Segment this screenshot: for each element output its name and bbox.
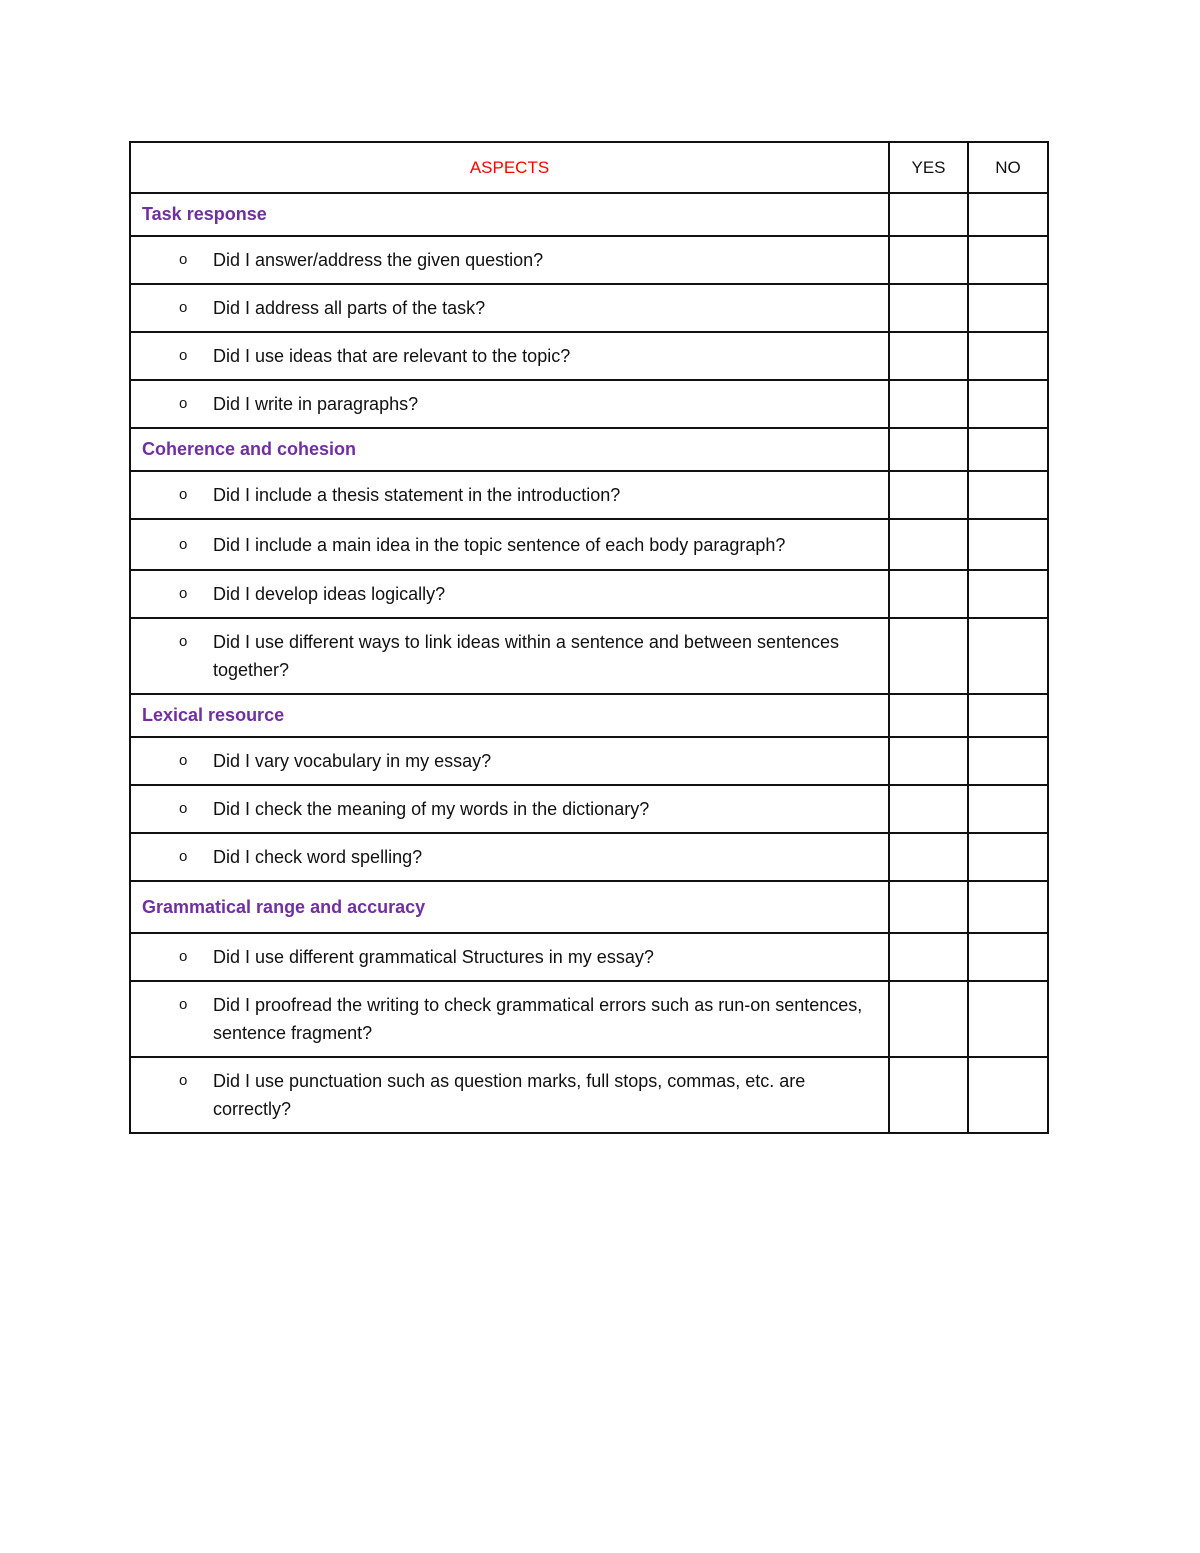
checklist-item-row	[130, 981, 1048, 1057]
no-checkbox-cell[interactable]	[968, 737, 1048, 785]
checklist-item	[179, 294, 868, 322]
section-heading: Task response	[130, 193, 889, 236]
checklist-item-cell	[130, 785, 889, 833]
bullet-icon: o	[179, 486, 188, 503]
checklist-item-row	[130, 284, 1048, 332]
yes-checkbox-cell[interactable]	[889, 284, 968, 332]
checklist-item	[179, 628, 868, 684]
checklist-item-row	[130, 519, 1048, 570]
checklist-item-cell	[130, 284, 889, 332]
checklist-item-row	[130, 380, 1048, 428]
yes-checkbox-cell[interactable]	[889, 833, 968, 881]
checklist-question: Did I write in paragraphs?	[213, 394, 419, 414]
no-checkbox-cell[interactable]	[968, 981, 1048, 1057]
checklist-item-cell	[130, 471, 889, 519]
checklist-question: Did I address all parts of the task?	[213, 298, 486, 318]
checklist-question: Did I include a main idea in the topic sentence of each body paragraph?	[213, 534, 786, 555]
section-heading: Lexical resource	[130, 694, 889, 737]
checklist-item-cell	[130, 519, 889, 570]
checklist-item-cell	[130, 380, 889, 428]
checklist-item-cell	[130, 570, 889, 618]
no-checkbox-cell[interactable]	[968, 284, 1048, 332]
yes-checkbox-cell[interactable]	[889, 933, 968, 981]
bullet-icon: o	[179, 299, 188, 316]
no-column-header: NO	[968, 142, 1048, 193]
bullet-icon: o	[179, 752, 188, 769]
aspects-column-header: ASPECTS	[130, 142, 889, 193]
checklist-question: Did I check the meaning of my words in the dictionary?	[213, 799, 650, 819]
checklist-item	[179, 481, 868, 509]
bullet-icon: o	[179, 585, 188, 602]
checklist-question: Did I vary vocabulary in my essay?	[213, 751, 492, 771]
yes-checkbox-cell[interactable]	[889, 519, 968, 570]
yes-checkbox-cell[interactable]	[889, 694, 968, 737]
checklist-item-row	[130, 785, 1048, 833]
checklist-item-cell	[130, 737, 889, 785]
no-checkbox-cell[interactable]	[968, 881, 1048, 933]
bullet-icon: o	[179, 251, 188, 268]
checklist-item-cell	[130, 833, 889, 881]
checklist-question: Did I answer/address the given question?	[213, 250, 544, 270]
section-heading: Grammatical range and accuracy	[130, 881, 889, 933]
no-checkbox-cell[interactable]	[968, 833, 1048, 881]
yes-checkbox-cell[interactable]	[889, 193, 968, 236]
yes-checkbox-cell[interactable]	[889, 236, 968, 284]
no-checkbox-cell[interactable]	[968, 428, 1048, 471]
yes-column-header: YES	[889, 142, 968, 193]
checklist-item	[179, 843, 868, 871]
checklist-item-cell	[130, 1057, 889, 1133]
checklist-item-row	[130, 570, 1048, 618]
section-row	[130, 881, 1048, 933]
yes-checkbox-cell[interactable]	[889, 881, 968, 933]
no-checkbox-cell[interactable]	[968, 332, 1048, 380]
checklist-question: Did I check word spelling?	[213, 847, 423, 867]
checklist-item	[179, 531, 868, 559]
checklist-item	[179, 390, 868, 418]
yes-checkbox-cell[interactable]	[889, 428, 968, 471]
no-checkbox-cell[interactable]	[968, 618, 1048, 694]
no-checkbox-cell[interactable]	[968, 694, 1048, 737]
checklist-item	[179, 943, 868, 971]
checklist-question: Did I proofread the writing to check grammatical errors such as run-on sentences, sentence fragment?	[213, 995, 863, 1043]
checklist-item	[179, 580, 868, 608]
aspects-checklist-table	[129, 141, 1049, 1134]
bullet-icon: o	[179, 395, 188, 412]
section-heading: Coherence and cohesion	[130, 428, 889, 471]
bullet-icon: o	[179, 535, 188, 553]
checklist-item-row	[130, 618, 1048, 694]
no-checkbox-cell[interactable]	[968, 570, 1048, 618]
checklist-item-cell	[130, 981, 889, 1057]
bullet-icon: o	[179, 1072, 188, 1089]
yes-checkbox-cell[interactable]	[889, 570, 968, 618]
checklist-item-cell	[130, 933, 889, 981]
checklist-item-cell	[130, 618, 889, 694]
no-checkbox-cell[interactable]	[968, 193, 1048, 236]
checklist-item-row	[130, 833, 1048, 881]
checklist-item-cell	[130, 236, 889, 284]
no-checkbox-cell[interactable]	[968, 1057, 1048, 1133]
no-checkbox-cell[interactable]	[968, 236, 1048, 284]
checklist-item	[179, 1067, 868, 1123]
bullet-icon: o	[179, 948, 188, 965]
no-checkbox-cell[interactable]	[968, 785, 1048, 833]
checklist-item-row	[130, 236, 1048, 284]
checklist-item-cell	[130, 332, 889, 380]
checklist-item-row	[130, 1057, 1048, 1133]
checklist-item-row	[130, 471, 1048, 519]
checklist-item	[179, 246, 868, 274]
yes-checkbox-cell[interactable]	[889, 981, 968, 1057]
checklist-item	[179, 747, 868, 775]
section-row	[130, 694, 1048, 737]
yes-checkbox-cell[interactable]	[889, 471, 968, 519]
no-checkbox-cell[interactable]	[968, 519, 1048, 570]
checklist-item-row	[130, 737, 1048, 785]
bullet-icon: o	[179, 633, 188, 650]
checklist-item	[179, 342, 868, 370]
yes-checkbox-cell[interactable]	[889, 785, 968, 833]
yes-checkbox-cell[interactable]	[889, 332, 968, 380]
checklist-question: Did I use different grammatical Structures in my essay?	[213, 947, 654, 967]
checklist-item-row	[130, 332, 1048, 380]
checklist-question: Did I use different ways to link ideas within a sentence and between sentences together?	[213, 632, 840, 680]
checklist-question: Did I develop ideas logically?	[213, 584, 446, 604]
yes-checkbox-cell[interactable]	[889, 618, 968, 694]
checklist-body	[130, 193, 1048, 1133]
section-row	[130, 193, 1048, 236]
section-row	[130, 428, 1048, 471]
no-checkbox-cell[interactable]	[968, 380, 1048, 428]
table-header-row	[130, 142, 1048, 193]
checklist-question: Did I include a thesis statement in the introduction?	[213, 485, 621, 505]
no-checkbox-cell[interactable]	[968, 471, 1048, 519]
yes-checkbox-cell[interactable]	[889, 380, 968, 428]
checklist-question: Did I use punctuation such as question marks, full stops, commas, etc. are correctly?	[213, 1071, 806, 1119]
yes-checkbox-cell[interactable]	[889, 737, 968, 785]
checklist-item	[179, 991, 868, 1047]
checklist-question: Did I use ideas that are relevant to the topic?	[213, 346, 571, 366]
bullet-icon: o	[179, 800, 188, 817]
checklist-item-row	[130, 933, 1048, 981]
bullet-icon: o	[179, 347, 188, 364]
yes-checkbox-cell[interactable]	[889, 1057, 968, 1133]
bullet-icon: o	[179, 848, 188, 865]
no-checkbox-cell[interactable]	[968, 933, 1048, 981]
bullet-icon: o	[179, 996, 188, 1013]
checklist-item	[179, 795, 868, 823]
